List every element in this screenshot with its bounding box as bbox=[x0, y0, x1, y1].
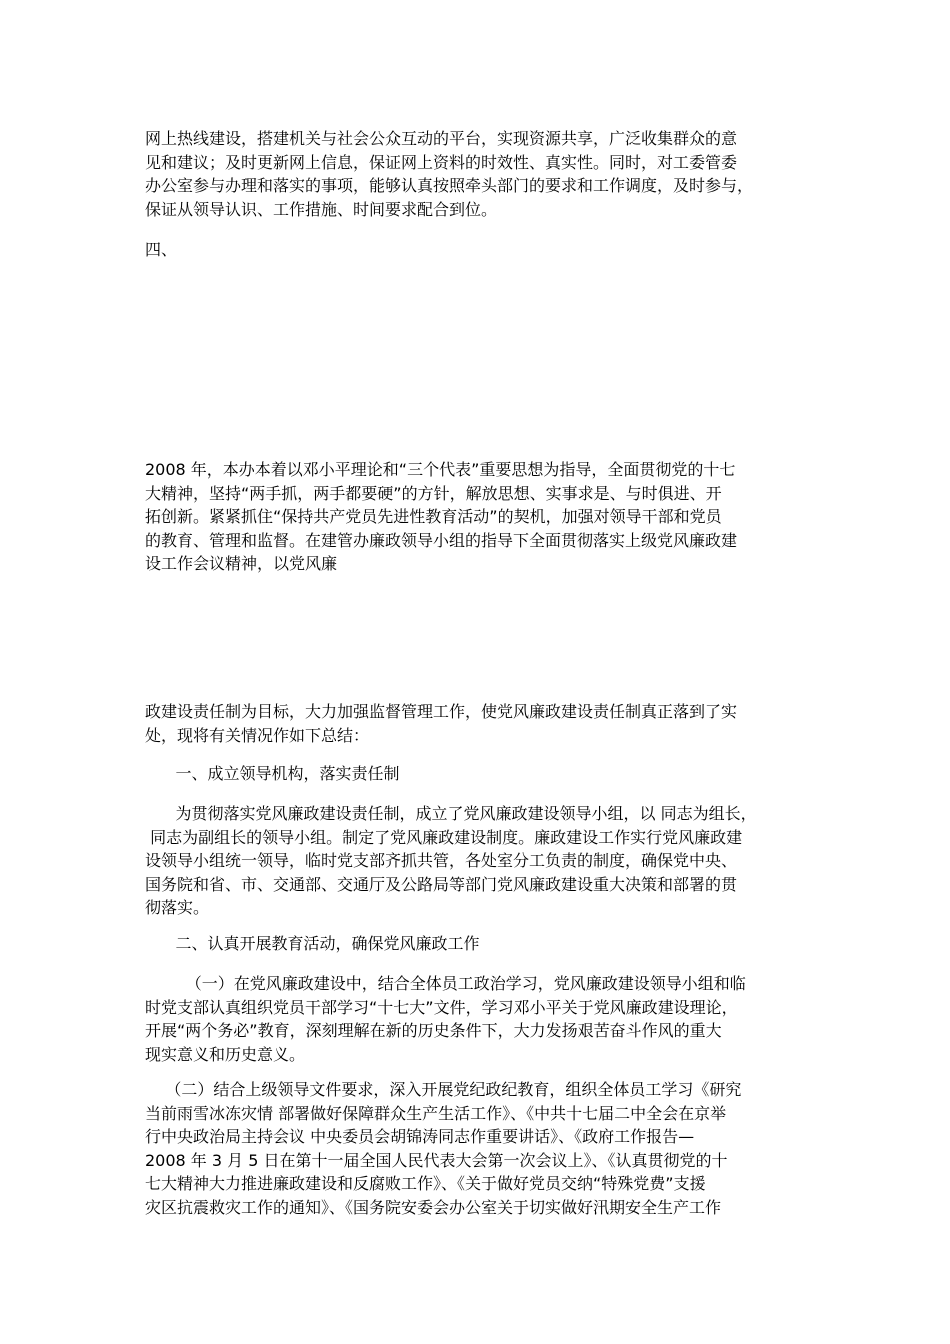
section-heading-four: 四、 bbox=[145, 240, 178, 259]
paragraph-item-one: （一）在党风廉政建设中，结合全体员工政治学习，党风廉政建设领导小组和临 时党支部认真组织党员干部学习“十七大”文件，学习邓小平关于党风廉政建设理论， 开展“两个务必”教育，深刻理解在新的历史条件下，大力发扬艰苦奋斗作风的重大 现实意义和历史意义。 bbox=[145, 974, 746, 1064]
paragraph-responsibility-goal: 政建设责任制为目标，大力加强监督管理工作，使党风廉政建设责任制真正落到了实 处，现将有关情况作如下总结： bbox=[145, 702, 738, 745]
paragraph-hotline-construction: 网上热线建设，搭建机关与社会公众互动的平台，实现资源共享，广泛收集群众的意 见和建议；及时更新网上信息，保证网上资料的时效性、真实性。同时，对工委管委 办公室参与办理和落实的事项，能够认真按照牵头部门的要求和工作调度，及时参与， 保证从领导认识、工作措施、时间要求配合到位。 bbox=[145, 129, 754, 219]
paragraph-2008-guidance: 2008 年，本办本着以邓小平理论和“三个代表”重要思想为指导，全面贯彻党的十七 大精神，坚持“两手抓，两手都要硬”的方针，解放思想、实事求是、与时俱进、开 拓创新。紧紧抓住“保持共产党员先进性教育活动”的契机，加强对领导干部和党员 的教育、管理和监督。在建管办廉政领导小组的指导下全面贯彻落实上级党风廉政建 设工作会议精神，以党风廉 bbox=[145, 460, 738, 573]
heading-education-activities: 二、认真开展教育活动，确保党风廉政工作 bbox=[145, 934, 480, 953]
paragraph-item-two: （二）结合上级领导文件要求，深入开展党纪政纪教育，组织全体员工学习《研究 当前雨雪冰冻灾情 部署做好保障群众生产生活工作》、《中共十七届二中全会在京举 行中央政治局主持会议 中央委员会胡锦涛同志作重要讲话》、《政府工作报告— 2008 年 3 月 5 日在第十一届全国人民代表大会第一次会议上》、《认真贯彻党的十 七大精神大力推进廉政建设和反腐败工作》、《关于做好党员交纳“特殊党费”支援 灾区抗震救灾工作的通知》、《国务院安委会办公室关于切实做好汛期安全生产工作 bbox=[145, 1080, 742, 1217]
heading-leadership-organization: 一、成立领导机构，落实责任制 bbox=[145, 764, 400, 783]
paragraph-leadership-group: 为贯彻落实党风廉政建设责任制，成立了党风廉政建设领导小组，以 同志为组长， 同志为副组长的领导小组。制定了党风廉政建设制度。廉政建设工作实行党风廉政建 设领导小组统一领导，临时党支部齐抓共管，各处室分工负责的制度，确保党中央、 国务院和省、市、交通部、交通厅及公路局等部门党风廉政建设重大决策和部署的贯 彻落实。 bbox=[145, 804, 757, 917]
